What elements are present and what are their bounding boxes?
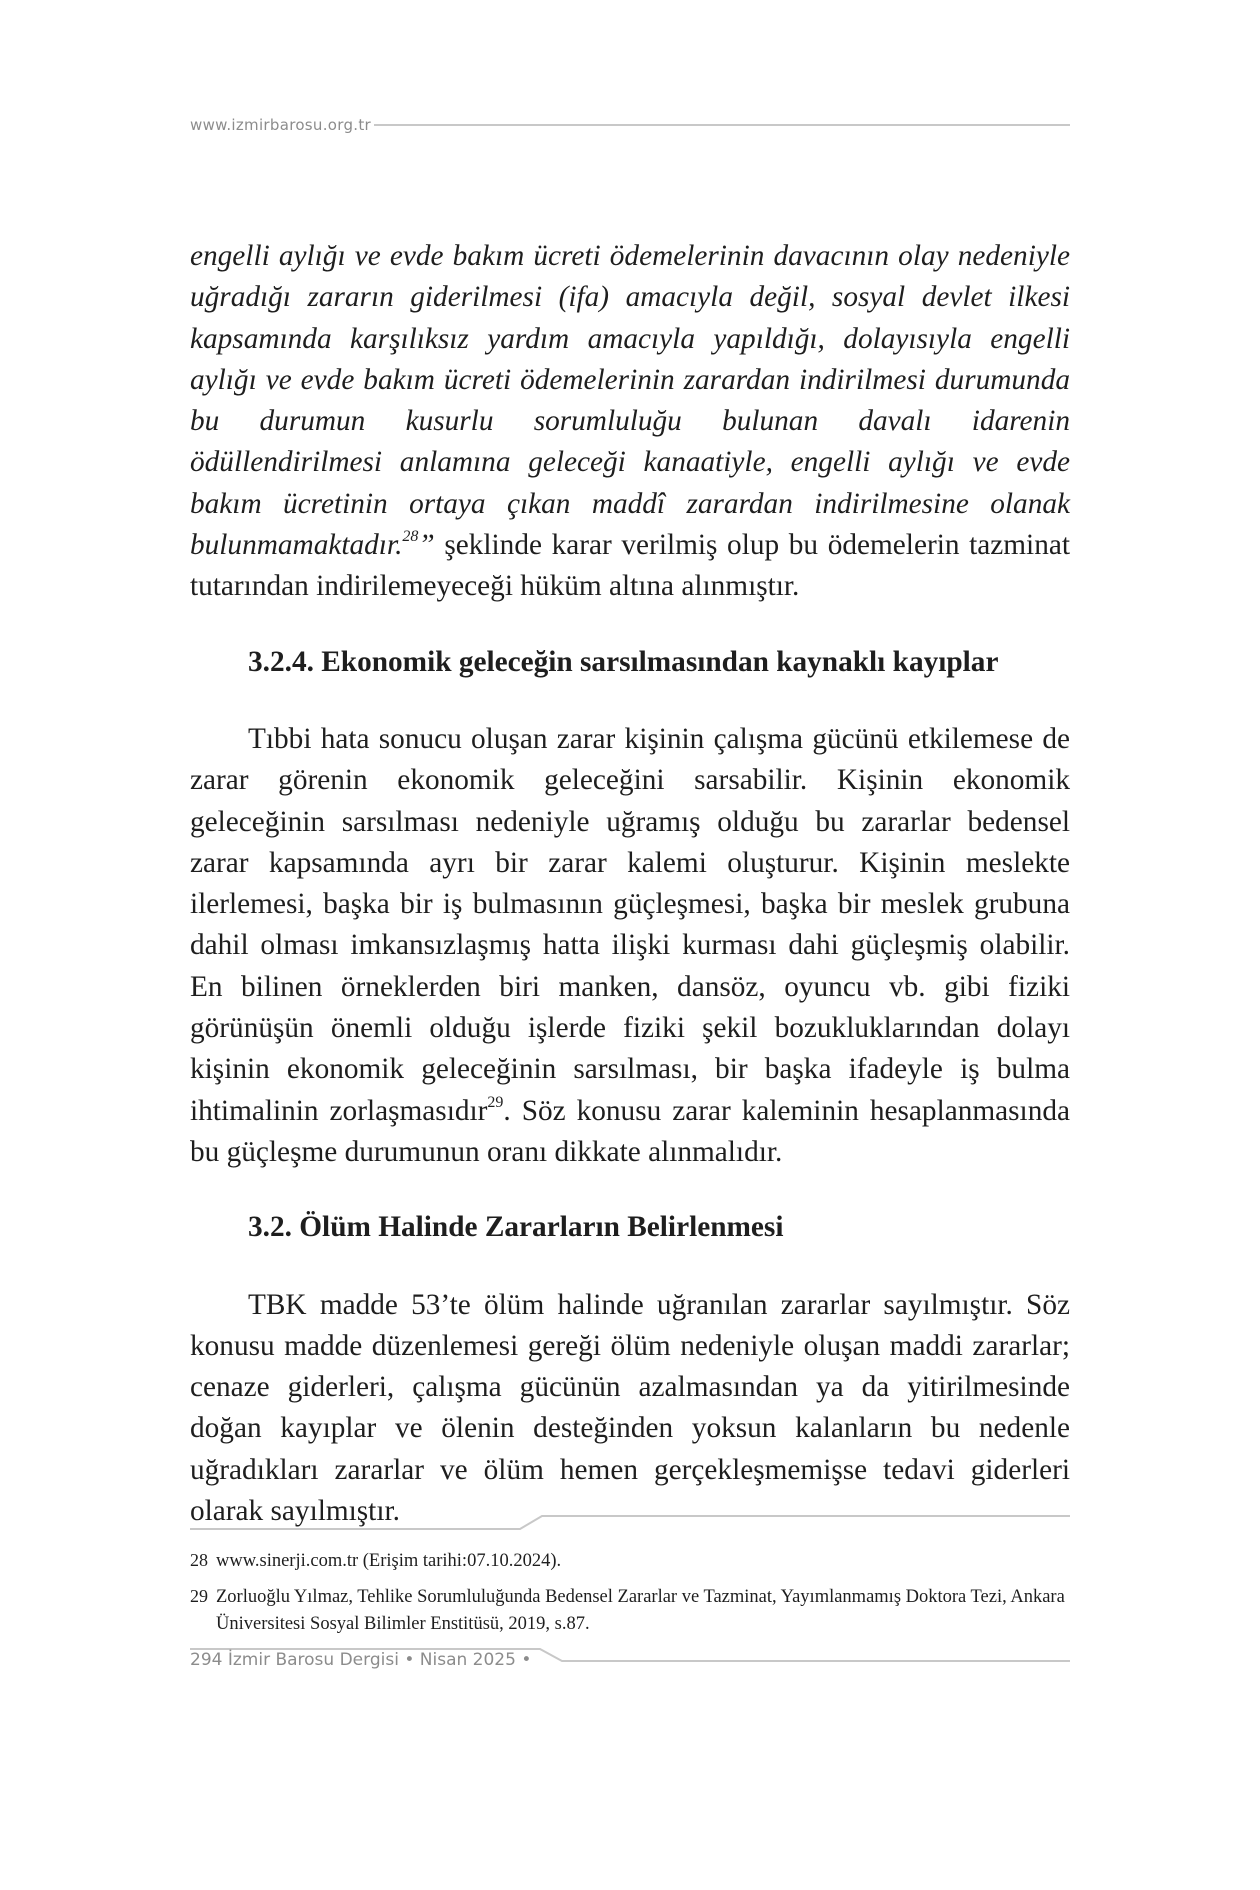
paragraph-economic-future <box>190 719 1070 1173</box>
section-heading-3-2: 3.2. Ölüm Halinde Zararların Belirlenmesi <box>248 1211 784 1244</box>
quote-continuation-text: şeklinde karar verilmiş olup bu ödemelerin tazminat tutarından indirilemeyeceği hüküm altına alınmıştır. <box>190 529 1070 603</box>
footnotes <box>190 1547 1070 1646</box>
footnote-ref-28: 28 <box>402 528 419 546</box>
quote-italic-text: engelli aylığı ve evde bakım ücreti ödemelerinin davacının olay nedeniyle uğradığı zararın giderilmesi (ifa) amacıyla değil, sosyal devlet ilkesi kapsamında karşılıksız yardım amacıyla yapıldığı, dolayısıyla engelli aylığı ve evde bakım ücreti ödemelerinin zarardan indirilmesi durumunda bu durumun kusurlu sorumluluğu bulunan davalı idarenin ödüllendirilmesi anlamına geleceği kanaatiyle, engelli aylığı ve evde bakım ücretinin ortaya çıkan maddî zarardan indirilmesine olanak bulunmamaktadır. <box>190 240 1070 562</box>
page-body <box>190 236 1070 1532</box>
footnote-separator <box>190 1513 1070 1537</box>
footnote-text: www.sinerji.com.tr (Erişim tarihi:07.10.2024). <box>216 1551 562 1571</box>
footnote-number: 28 <box>190 1550 208 1570</box>
quote-paragraph <box>190 236 1070 608</box>
section-heading-3-2-4: 3.2.4. Ekonomik geleceğin sarsılmasından kaynaklı kayıplar <box>248 645 999 678</box>
page-header <box>190 113 1070 137</box>
footer-text: 294 İzmir Barosu Dergisi • Nisan 2025 • <box>190 1650 532 1670</box>
footnote-number: 29 <box>190 1586 208 1606</box>
header-url: www.izmirbarosu.org.tr <box>190 116 372 134</box>
footnote-ref-29: 29 <box>487 1093 504 1111</box>
closing-quote: ” <box>418 529 435 562</box>
footnote-text: Zorluoğlu Yılmaz, Tehlike Sorumluluğunda Bedensel Zararlar ve Tazminat, Yayımlanmamış Doktora Tezi, Ankara Üniversitesi Sosyal Bilimler Enstitüsü, 2019, s.87. <box>216 1587 1065 1634</box>
paragraph-economic-future-text: Tıbbi hata sonucu oluşan zarar kişinin çalışma gücünü etkilemese de zarar görenin ekonomik geleceğini sarsabilir. Kişinin ekonomik geleceğinin sarsılması nedeniyle uğramış olduğu bu zararlar bedensel zarar kapsamında ayrı bir zarar kalemi oluşturur. Kişinin meslekte ilerlemesi, başka bir iş bulmasının güçleşmesi, başka bir meslek grubuna dahil olması imkansızlaşmış hatta ilişki kurması dahi güçleşmiş olabilir. En bilinen örneklerden biri manken, dansöz, oyuncu vb. gibi fiziki görünüşün önemli olduğu işlerde fiziki şekil bozukluklarından dolayı kişinin ekonomik geleceğinin sarsılması, bir başka ifadeyle iş bulma ihtimalinin zorlaşmasıdır <box>190 722 1070 1127</box>
paragraph-death-damages: TBK madde 53’te ölüm halinde uğranılan zararlar sayılmıştır. Söz konusu madde düzenlemesi gereği ölüm nedeniyle oluşan maddi zararlar; cenaze giderleri, çalışma gücünün azalmasından ya da yitirilmesinde doğan kayıplar ve ölenin desteğinden yoksun kalanların bu nedenle uğradıkları zararlar ve ölüm hemen gerçekleşmemişse tedavi giderleri olarak sayılmıştır. <box>190 1288 1070 1528</box>
page-footer <box>190 1647 1070 1677</box>
header-rule <box>374 124 1070 126</box>
footnote-28 <box>190 1547 1070 1575</box>
paragraph-economic-future-end: . Söz konusu zarar kaleminin hesaplanmasında bu güçleşme durumunun oranı dikkate alınmalıdır. <box>190 1094 1070 1168</box>
footnote-29 <box>190 1583 1070 1638</box>
